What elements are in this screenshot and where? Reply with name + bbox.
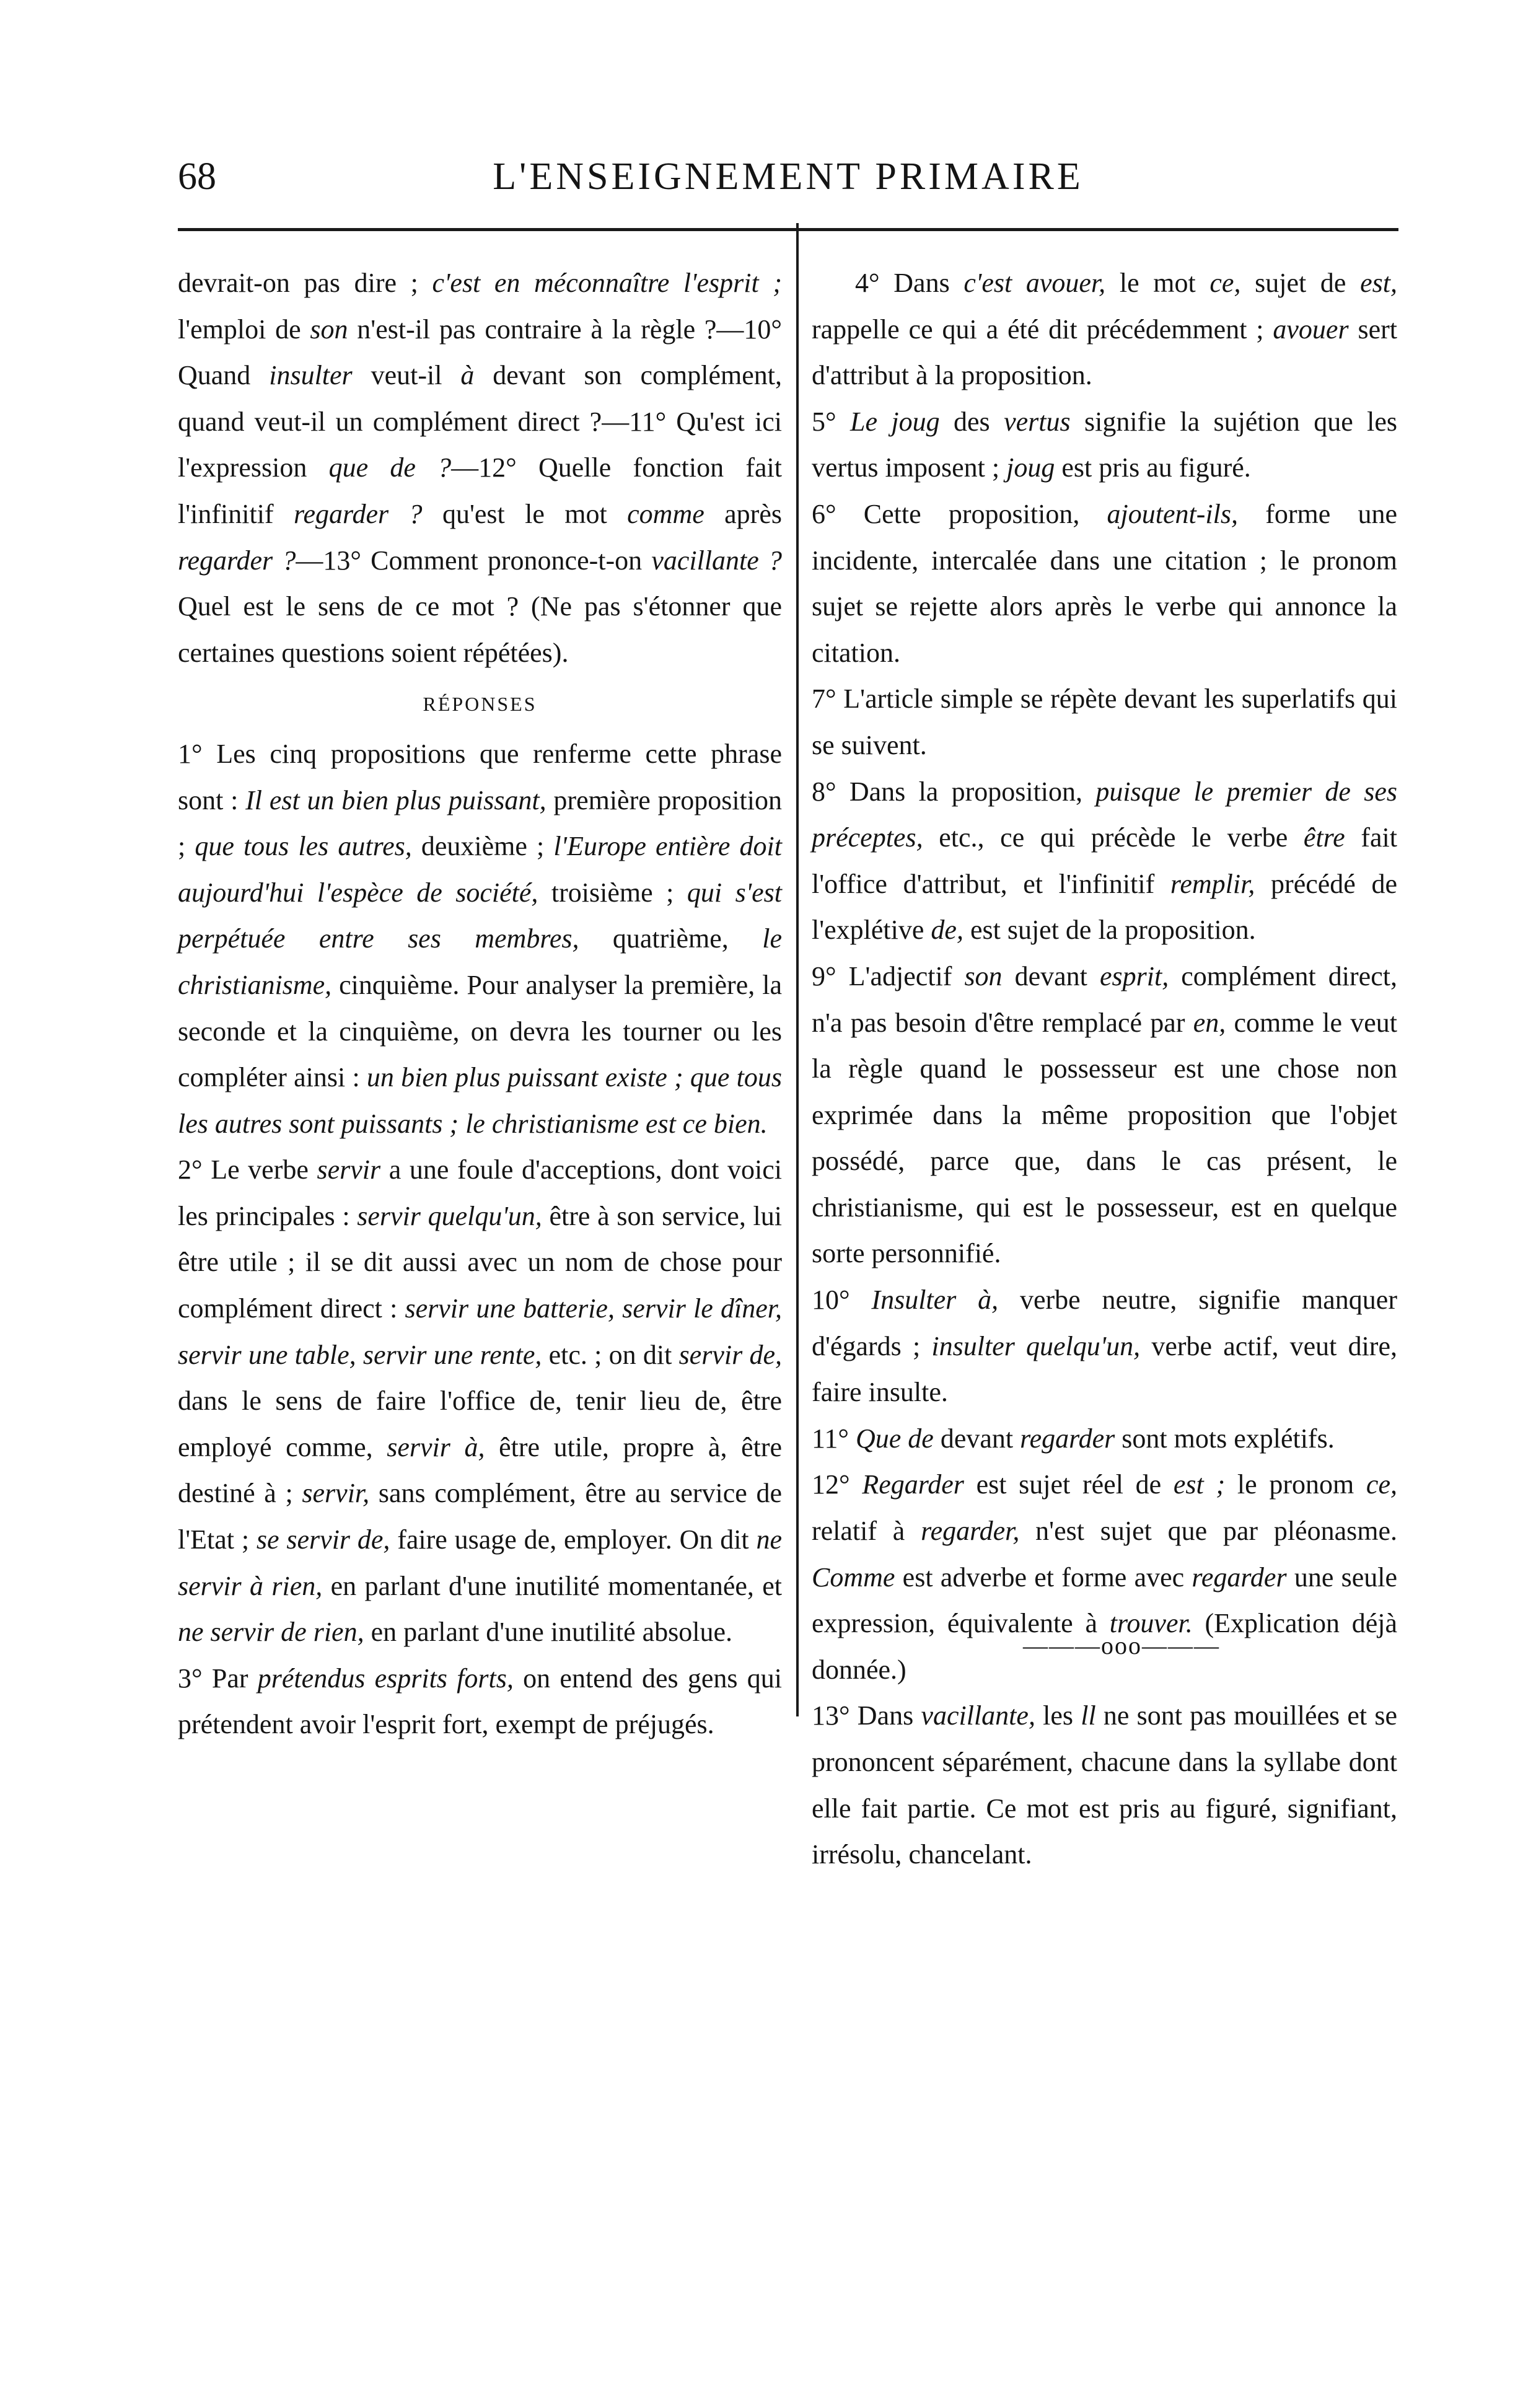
text-run: précédé de l'explétive bbox=[812, 868, 1397, 946]
text-run: Comme bbox=[812, 1562, 895, 1593]
text-run: une seule expression, équivalente à bbox=[812, 1562, 1397, 1639]
text-run: devant son complément, quand veut-il un complément direct ?—11° Qu'est ici l'expression bbox=[178, 360, 782, 483]
text-run: devant bbox=[933, 1423, 1020, 1454]
text-run: servir de, bbox=[678, 1339, 782, 1370]
text-run: 3° Par bbox=[178, 1663, 258, 1694]
text-run: on entend des gens qui prétendent avoir l'esprit fort, exempt de préjugés. bbox=[178, 1663, 783, 1740]
text-run: regarder bbox=[1192, 1562, 1287, 1593]
text-run: vertus bbox=[1004, 406, 1071, 437]
text-run: que tous les autres, bbox=[195, 831, 412, 862]
text-run: Regarder bbox=[862, 1469, 964, 1500]
text-run: est ; bbox=[1173, 1469, 1226, 1500]
text-run: Insulter à, bbox=[871, 1285, 999, 1316]
text-run: comme le veut la règle quand le possesseur est une chose non exprimée dans la même proposition que l'objet possédé, parce que, dans le cas présent, le christianisme, qui est le possesseur, est en quelque sorte personnifié. bbox=[812, 1007, 1398, 1269]
text-run: est pris au figuré. bbox=[1055, 452, 1251, 483]
text-run: trouver. bbox=[1109, 1608, 1193, 1639]
answers-heading: RÉPONSES bbox=[423, 693, 537, 716]
text-run: verbe actif, veut dire, faire insulte. bbox=[812, 1330, 1397, 1408]
text-run: servir à, bbox=[387, 1431, 485, 1462]
text-run: puisque le premier de ses préceptes, bbox=[812, 776, 1397, 853]
text-run: un bien plus puissant existe ; que tous les autres sont puissants ; le christianisme est ce bien. bbox=[178, 1062, 782, 1139]
text-run: a une foule d'acceptions, dont voici les principales : bbox=[178, 1154, 782, 1231]
text-run: être bbox=[1303, 822, 1345, 853]
text-run: servir quelqu'un, bbox=[357, 1200, 542, 1231]
text-run: des bbox=[939, 406, 1004, 437]
text-run: —12° Quelle fonction fait l'infinitif bbox=[178, 452, 782, 529]
text-run: deuxième ; bbox=[411, 831, 554, 862]
text-run: servir, bbox=[302, 1478, 370, 1509]
text-run: servir bbox=[317, 1154, 381, 1185]
text-run: à bbox=[460, 360, 475, 391]
text-run: 9° L'adjectif bbox=[812, 960, 965, 991]
answer-11 bbox=[812, 1416, 1397, 1462]
text-run: c'est avouer, bbox=[963, 268, 1106, 298]
text-run: c'est en méconnaître l'esprit ; bbox=[432, 268, 782, 298]
text-run: le pronom bbox=[1225, 1469, 1366, 1500]
text-run: sert d'attribut à la proposition. bbox=[812, 314, 1397, 391]
text-run: son bbox=[310, 314, 348, 345]
text-run: cinquième. Pour analyser la première, la seconde et la cinquième, on devra les tourner ou les compléter ainsi : bbox=[178, 969, 782, 1093]
text-run: n'est sujet que par pléonasme. bbox=[1019, 1516, 1397, 1547]
text-run: être utile, propre à, être destiné à ; bbox=[178, 1431, 783, 1509]
text-run: 11° bbox=[812, 1423, 856, 1454]
text-run: devant bbox=[1002, 960, 1100, 991]
answer-3 bbox=[178, 1656, 782, 1748]
answer-4 bbox=[812, 260, 1397, 399]
text-run: ce, bbox=[1366, 1469, 1397, 1500]
text-run: 4° Dans bbox=[855, 268, 964, 298]
text-run: de, bbox=[931, 915, 963, 946]
text-run: sujet de bbox=[1240, 268, 1361, 298]
text-run: servir une batterie, servir le dîner, servir une table, servir une rente, bbox=[178, 1293, 782, 1370]
column-divider bbox=[796, 223, 799, 1716]
text-run: est sujet réel de bbox=[963, 1469, 1174, 1500]
text-run: est sujet de la proposition. bbox=[963, 915, 1256, 946]
text-run: ne servir à rien, bbox=[178, 1524, 783, 1601]
text-run: sans complément, être au service de l'Etat ; bbox=[178, 1478, 783, 1555]
text-run: ne sont pas mouillées et se prononcent séparément, chacune dans la syllabe dont elle fait partie. Ce mot est pris au figuré, signifiant, irrésolu, chancelant. bbox=[812, 1700, 1397, 1870]
text-run: forme une incidente, intercalée dans une citation ; le pronom sujet se rejette alors après le verbe qui annonce la citation. bbox=[812, 498, 1397, 668]
text-run: insulter quelqu'un, bbox=[931, 1330, 1141, 1361]
running-title: L'ENSEIGNEMENT PRIMAIRE bbox=[493, 156, 1084, 198]
text-run: troisième ; bbox=[538, 877, 687, 908]
text-run: 13° Dans bbox=[812, 1700, 921, 1731]
text-run: est adverbe et forme avec bbox=[895, 1562, 1192, 1593]
text-run: faire usage de, employer. On dit bbox=[390, 1524, 757, 1555]
text-run: remplir, bbox=[1170, 868, 1255, 899]
closing-ornament: ———ooo——— bbox=[1023, 1632, 1220, 1659]
text-run: 2° Le verbe bbox=[178, 1154, 317, 1185]
text-run: 10° bbox=[812, 1285, 872, 1316]
left-column bbox=[178, 260, 782, 1748]
text-run: complément direct, n'a pas besoin d'être remplacé par bbox=[812, 960, 1397, 1038]
text-run: n'est-il pas contraire à la règle ?—10° Quand bbox=[178, 314, 782, 391]
text-run: 12° bbox=[812, 1469, 862, 1500]
answer-8 bbox=[812, 769, 1397, 954]
text-run: quatrième, bbox=[579, 923, 763, 954]
text-run: ne servir de rien, bbox=[178, 1617, 364, 1648]
answer-9 bbox=[812, 954, 1397, 1277]
text-run: joug bbox=[1006, 452, 1055, 483]
text-run: son bbox=[964, 960, 1003, 991]
text-run: 6° Cette proposition, bbox=[812, 498, 1107, 529]
text-run: en parlant d'une inutilité momentanée, et bbox=[322, 1570, 783, 1601]
questions-continued bbox=[178, 260, 782, 676]
text-run: Il est un bien plus puissant, bbox=[245, 784, 546, 815]
text-run: Le joug bbox=[850, 406, 940, 437]
text-run: relatif à bbox=[812, 1516, 921, 1547]
text-run: signifie la sujétion que les vertus imposent ; bbox=[812, 406, 1398, 483]
answer-6 bbox=[812, 491, 1397, 676]
text-run: regarder ? bbox=[293, 498, 423, 529]
answer-13 bbox=[812, 1693, 1397, 1878]
text-run: (Explication déjà donnée.) bbox=[812, 1608, 1397, 1685]
text-run: Que de bbox=[855, 1423, 934, 1454]
answer-2 bbox=[178, 1147, 782, 1656]
text-run: en, bbox=[1193, 1007, 1226, 1038]
text-run: 5° bbox=[812, 406, 850, 437]
text-run: prétendus esprits forts, bbox=[257, 1663, 514, 1694]
text-run: esprit, bbox=[1099, 960, 1169, 991]
text-run: regarder, bbox=[921, 1516, 1020, 1547]
text-run: ll bbox=[1081, 1700, 1096, 1731]
text-run: 8° Dans la proposition, bbox=[812, 776, 1096, 807]
text-run: se servir de, bbox=[256, 1524, 390, 1555]
text-run: après bbox=[704, 498, 782, 529]
text-run: que de ? bbox=[328, 452, 452, 483]
text-run: ce, bbox=[1209, 268, 1241, 298]
text-run: les bbox=[1035, 1700, 1081, 1731]
answer-1 bbox=[178, 731, 782, 1147]
text-run: dans le sens de faire l'office de, tenir lieu de, être employé comme, bbox=[178, 1386, 782, 1462]
text-run: 1° Les cinq propositions que renferme cette phrase sont : bbox=[178, 738, 782, 815]
text-run: vacillante ? bbox=[651, 545, 782, 576]
text-run: est, bbox=[1360, 268, 1397, 298]
text-run: comme bbox=[627, 498, 704, 529]
text-run: 7° L'article simple se répète devant les superlatifs qui se suivent. bbox=[812, 683, 1397, 760]
text-run: première proposition ; bbox=[178, 784, 783, 862]
page-header bbox=[178, 155, 1398, 211]
text-run: qu'est le mot bbox=[422, 498, 628, 529]
text-run: verbe neutre, signifie manquer d'égards ; bbox=[812, 1285, 1397, 1361]
text-run: etc., ce qui précède le verbe bbox=[923, 822, 1304, 853]
text-run: insulter bbox=[269, 360, 353, 391]
text-run: veut-il bbox=[352, 360, 461, 391]
text-run: avouer bbox=[1273, 314, 1349, 345]
answer-10 bbox=[812, 1277, 1397, 1416]
text-run: rappelle ce qui a été dit précédemment ; bbox=[812, 314, 1273, 345]
text-run: qui s'est perpétuée entre ses membres, bbox=[178, 877, 782, 954]
text-run: être à son service, lui être utile ; il se dit aussi avec un nom de chose pour complément direct : bbox=[178, 1200, 782, 1324]
text-run: Quel est le sens de ce mot ? (Ne pas s'étonner que certaines questions soient répétées). bbox=[178, 591, 782, 668]
text-run: fait l'office d'attribut, et l'infinitif bbox=[812, 822, 1397, 899]
text-run: l'Europe entière doit aujourd'hui l'espèce de société, bbox=[178, 831, 783, 908]
text-run: etc. ; on dit bbox=[542, 1339, 679, 1370]
page-number: 68 bbox=[178, 156, 216, 198]
text-run: l'emploi de bbox=[178, 314, 310, 345]
text-run: devrait-on pas dire ; bbox=[178, 268, 432, 298]
answer-7 bbox=[812, 676, 1397, 768]
answer-5 bbox=[812, 399, 1397, 491]
text-run: sont mots explétifs. bbox=[1115, 1423, 1335, 1454]
text-run: vacillante, bbox=[921, 1700, 1035, 1731]
text-run: regarder bbox=[1020, 1423, 1115, 1454]
text-run: regarder ? bbox=[178, 545, 296, 576]
text-run: en parlant d'une inutilité absolue. bbox=[364, 1617, 733, 1648]
text-run: ajoutent-ils, bbox=[1107, 498, 1238, 529]
text-run: le mot bbox=[1105, 268, 1210, 298]
text-run: —13° Comment prononce-t-on bbox=[296, 545, 652, 576]
text-run: le christianisme, bbox=[178, 923, 782, 1000]
header-rule bbox=[178, 228, 1398, 231]
